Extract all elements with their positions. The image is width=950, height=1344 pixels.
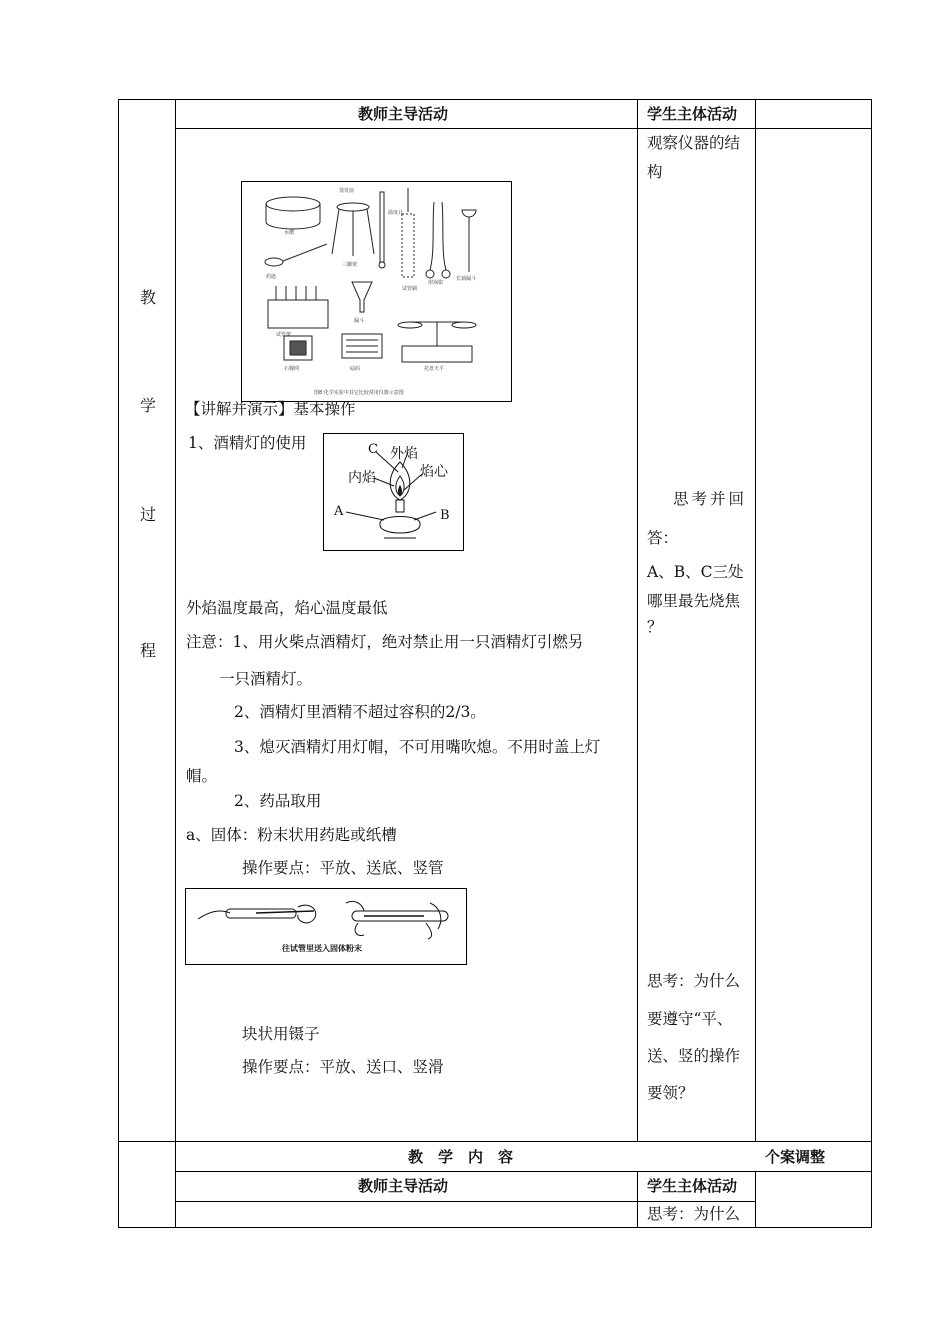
note-3a: 3、熄灭酒精灯用灯帽，不可用嘴吹熄。不用时盖上灯 <box>234 738 601 756</box>
rule <box>175 1171 872 1172</box>
lamp-label-c: C <box>368 442 378 457</box>
header-teacher: 教师主导活动 <box>358 105 449 123</box>
rule <box>118 99 872 100</box>
lamp-label-a: A <box>334 504 344 519</box>
rule <box>755 1171 756 1228</box>
note-2: 2、酒精灯里酒精不超过容积的2/3。 <box>234 703 486 721</box>
think2-line-c: 送、竖的操作 <box>647 1047 741 1065</box>
svg-text:托盘天平: 托盘天平 <box>424 366 445 372</box>
section-label-char: 过 <box>140 505 157 524</box>
rule <box>871 99 872 1228</box>
svg-text:药匙: 药匙 <box>266 274 277 280</box>
svg-text:三脚架: 三脚架 <box>342 262 358 268</box>
section-label-char: 程 <box>140 641 157 660</box>
lamp-label-inner: 内焰 <box>348 470 376 486</box>
think2-line-a: 思考：为什么 <box>647 972 741 990</box>
solid-powder: a、固体：粉末状用药匙或纸槽 <box>186 826 397 844</box>
item-alcohol-lamp: 1、酒精灯的使用 <box>188 434 307 452</box>
content-header: 教 学 内 容 <box>408 1148 514 1166</box>
section-label-char: 学 <box>140 396 157 415</box>
svg-text:试管刷: 试管刷 <box>402 286 418 292</box>
svg-text:温度计: 温度计 <box>388 210 404 216</box>
rule <box>118 99 119 1228</box>
rule <box>175 128 872 129</box>
rule <box>637 1171 638 1228</box>
rule <box>175 99 176 1228</box>
rule <box>175 1201 755 1202</box>
note-1a: 注意：1、用火柴点酒精灯，绝对禁止用一只酒精灯引燃另 <box>186 633 584 651</box>
section-label-char: 教 <box>140 288 157 307</box>
rule <box>637 99 638 1142</box>
svg-text:砝码: 砝码 <box>350 366 361 372</box>
header2-teacher: 教师主导活动 <box>358 1177 449 1195</box>
powder-figure <box>185 888 467 965</box>
powder-caption: 往试管里送入固体粉末 <box>282 944 362 953</box>
observe-line-a: 观察仪器的结 <box>647 134 741 152</box>
think1-line-d: 哪里最先烧焦 <box>647 592 741 610</box>
svg-text:坩埚钳: 坩埚钳 <box>428 280 444 286</box>
svg-text:长颈漏斗: 长颈漏斗 <box>456 276 477 282</box>
think1-line-c: A、B、C三处 <box>647 563 744 581</box>
instruments-figure <box>241 181 512 402</box>
observe-line-b: 构 <box>647 163 663 181</box>
svg-text:水槽: 水槽 <box>284 230 295 236</box>
rule <box>118 1227 872 1228</box>
think3-line: 思考：为什么 <box>647 1205 741 1223</box>
svg-text:蒸发皿: 蒸发皿 <box>339 188 355 194</box>
header-student: 学生主体活动 <box>647 105 738 123</box>
powder-points: 操作要点：平放、送底、竖管 <box>242 859 444 877</box>
note-1b: 一只酒精灯。 <box>219 670 313 688</box>
svg-text:试管架: 试管架 <box>276 332 292 338</box>
header2-student: 学生主体活动 <box>647 1177 738 1195</box>
svg-text:漏斗: 漏斗 <box>354 318 365 324</box>
lamp-label-outer: 外焰 <box>390 446 418 462</box>
svg-text:图8 化学实验中其它比较常用仪器示意图: 图8 化学实验中其它比较常用仪器示意图 <box>314 390 404 396</box>
instruments-drawing <box>242 182 511 401</box>
lamp-label-b: B <box>440 508 450 523</box>
svg-text:石棉网: 石棉网 <box>284 366 300 372</box>
rule <box>118 1141 872 1142</box>
think1-line-a: 思考并回 <box>673 490 748 508</box>
lamp-label-core: 焰心 <box>420 464 448 480</box>
think1-line-e: ？ <box>647 618 663 636</box>
think2-line-b: 要遵守“平、 <box>647 1010 733 1028</box>
adjust-header: 个案调整 <box>765 1148 826 1166</box>
block-points: 操作要点：平放、送口、竖滑 <box>242 1058 444 1076</box>
note-3b: 帽。 <box>186 767 218 785</box>
block-solid: 块状用镊子 <box>242 1025 320 1043</box>
alcohol-lamp-figure <box>323 433 464 551</box>
powder-drawing <box>186 889 466 945</box>
item-drug-taking: 2、药品取用 <box>234 792 322 810</box>
flame-fact: 外焰温度最高，焰心温度最低 <box>186 599 388 617</box>
think2-line-d: 要领？ <box>647 1084 694 1102</box>
rule <box>755 99 756 1142</box>
think1-line-b: 答： <box>647 529 679 547</box>
lecture-title: 【讲解并演示】基本操作 <box>185 400 356 418</box>
